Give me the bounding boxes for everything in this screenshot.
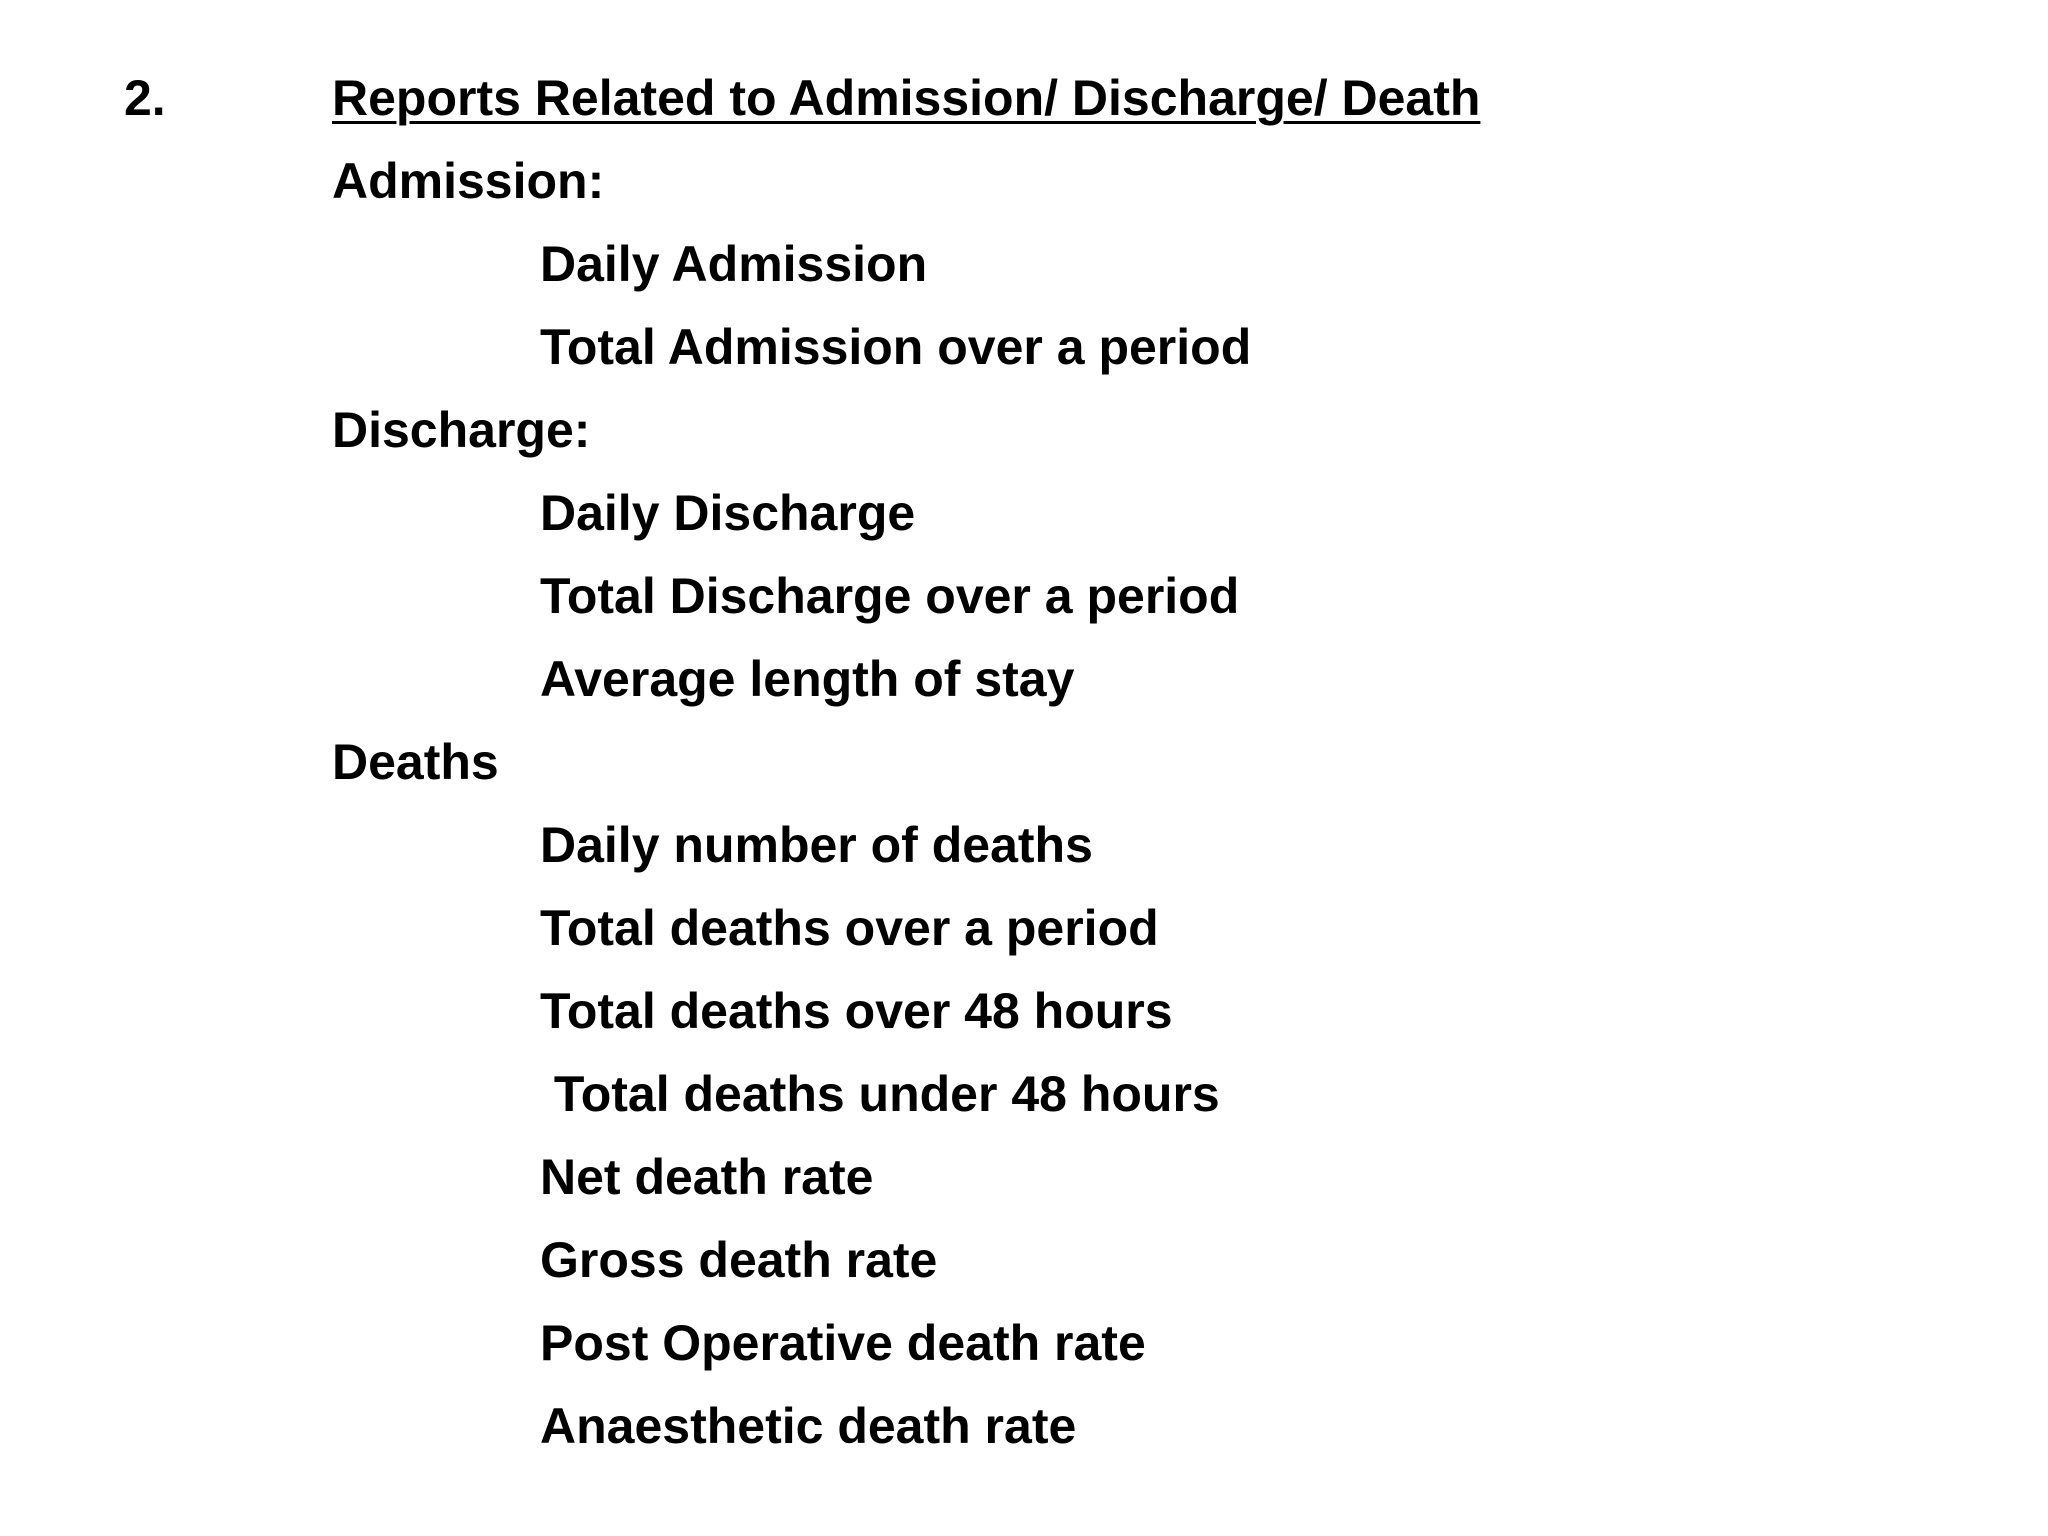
deaths-heading: Deaths — [332, 734, 499, 790]
section-title: Reports Related to Admission/ Discharge/ Death — [332, 70, 1481, 126]
list-item: Daily Admission — [540, 236, 928, 292]
list-item: Daily Discharge — [540, 485, 916, 541]
list-item: Total deaths under 48 hours — [540, 1066, 1220, 1122]
list-item: Daily number of deaths — [540, 817, 1093, 873]
list-item: Total deaths over 48 hours — [540, 983, 1173, 1039]
list-item: Average length of stay — [540, 651, 1075, 707]
list-item: Net death rate — [540, 1149, 874, 1205]
discharge-heading: Discharge: — [332, 402, 591, 458]
list-item: Anaesthetic death rate — [540, 1398, 1077, 1454]
list-item: Total deaths over a period — [540, 900, 1159, 956]
list-item: Total Admission over a period — [540, 319, 1252, 375]
list-item: Post Operative death rate — [540, 1315, 1146, 1371]
list-item: Gross death rate — [540, 1232, 938, 1288]
list-item: Total Discharge over a period — [540, 568, 1240, 624]
section-number: 2. — [124, 70, 166, 126]
admission-heading: Admission: — [332, 153, 605, 209]
